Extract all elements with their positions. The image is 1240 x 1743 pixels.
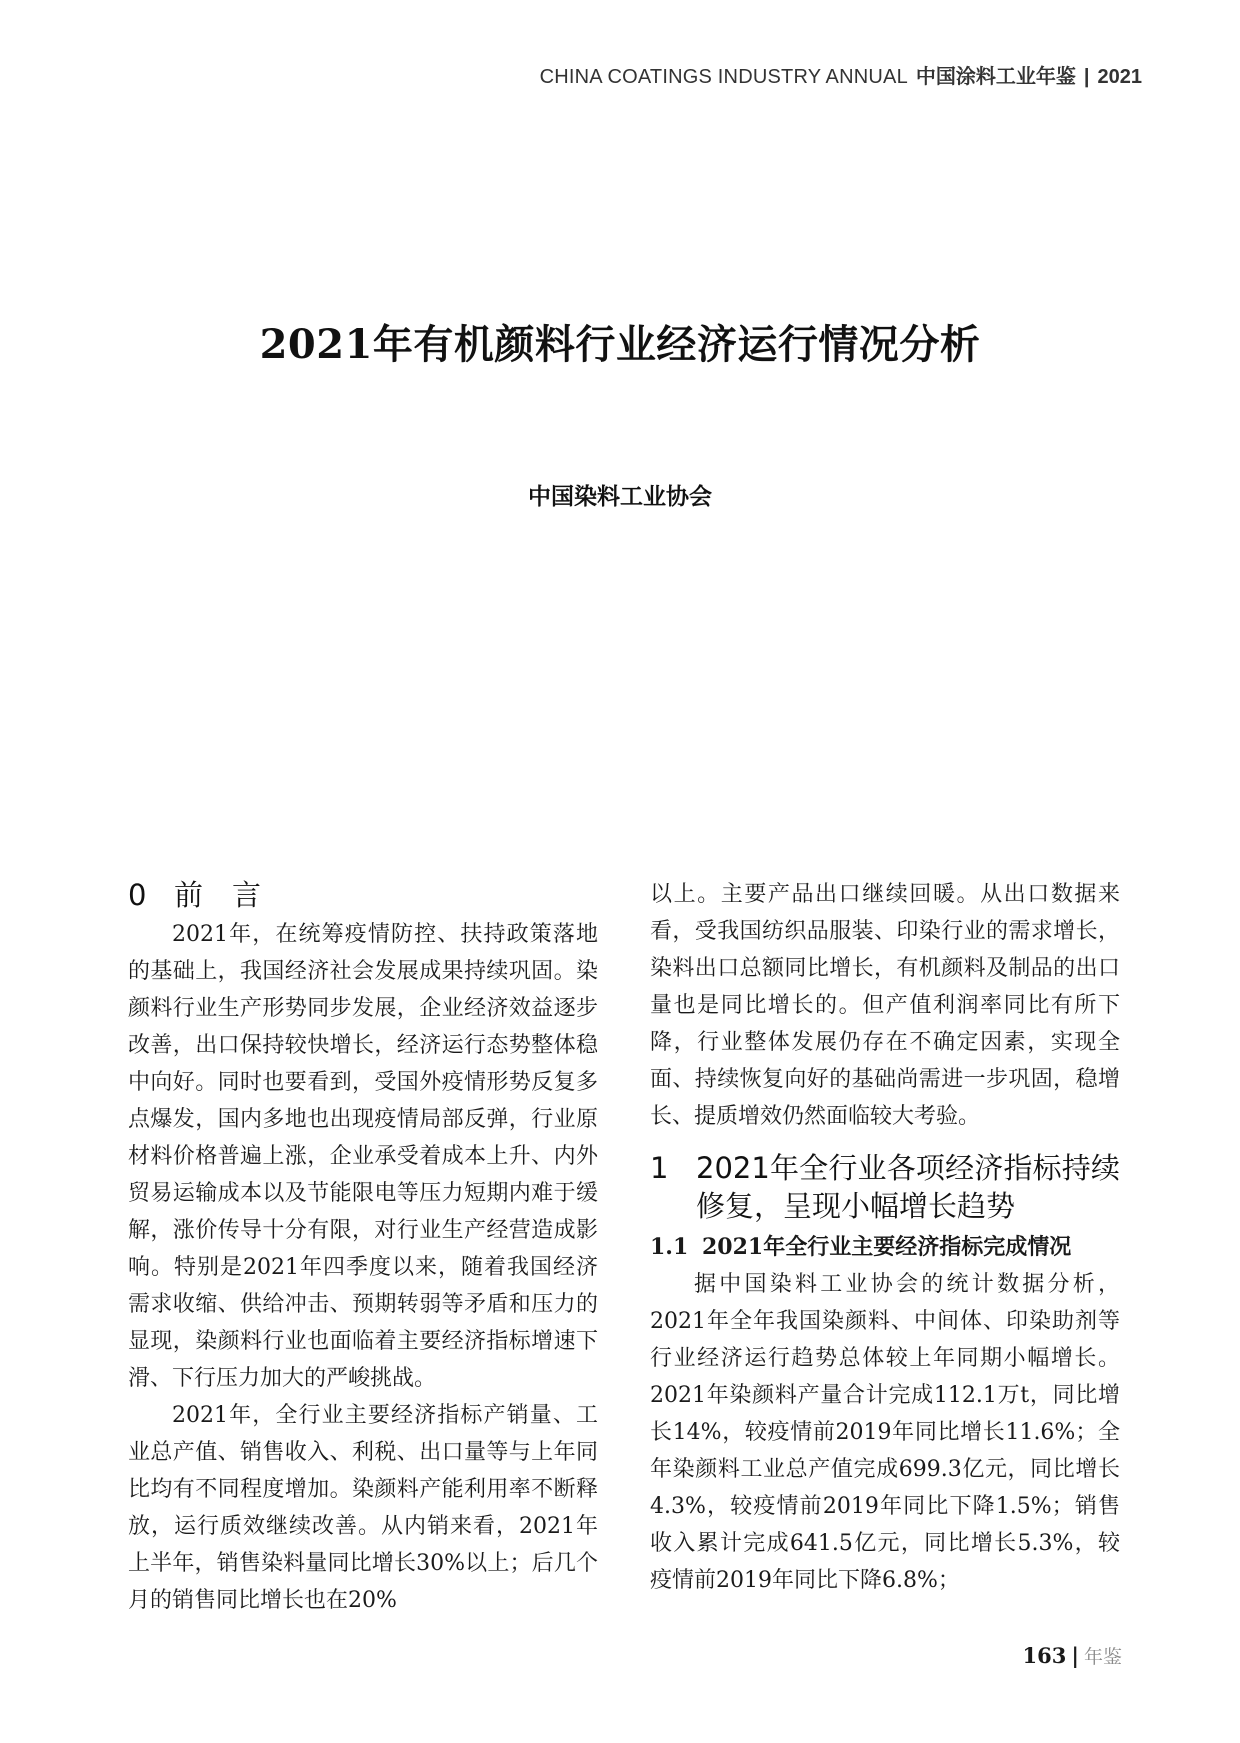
header-chinese-title: 中国涂料工业年鉴 [915,66,1076,88]
paragraph-intro-2: 2021年，全行业主要经济指标产销量、工业总产值、销售收入、利税、出口量等与上年同比均有不同程度增加。染颜料产能利用率不断释放，运行质效继续改善。从内销来看，2021年上半年，销售染料量同比增长30%以上；后几个月的销售同比增长也在20% [128,1403,598,1613]
article-author: 中国染料工业协会 [528,484,712,510]
header-english-title: CHINA COATINGS INDUSTRY ANNUAL [539,66,908,88]
page-footer [1023,1642,1123,1669]
paragraph-continued: 以上。主要产品出口继续回暖。从出口数据来看，受我国纺织品服装、印染行业的需求增长，染料出口总额同比增长，有机颜料及制品的出口量也是同比增长的。但产值利润率同比有所下降，行业整体发展仍存在不确定因素，实现全面、持续恢复向好的基础尚需进一步巩固，稳增长、提质增效仍然面临较大考验。 [650,882,1120,1129]
subsection-title: 2021年全行业主要经济指标完成情况 [702,1234,1072,1260]
paragraph-statistics: 据中国染料工业协会的统计数据分析，2021年全年我国染颜料、中间体、印染助剂等行业经济运行趋势总体较上年同期小幅增长。2021年染颜料产量合计完成112.1万t，同比增长14%，较疫情前2019年同比增长11.6%；全年染颜料工业总产值完成699.3亿元，同比增长4.3%，较疫情前2019年同比下降1.5%；销售收入累计完成641.5亿元，同比增长5.3%，较疫情前2019年同比下降6.8%； [650,1272,1120,1593]
article-title: 2021年有机颜料行业经济运行情况分析 [259,321,981,368]
right-column [650,876,1120,1599]
page-number: 163 [1022,1643,1067,1668]
footer-label: 年鉴 [1083,1646,1122,1668]
subsection-heading-1-1 [650,1229,1120,1266]
section-heading-0 [128,876,598,914]
footer-separator: | [1071,1643,1079,1668]
header-separator: | [1083,66,1090,88]
paragraph-intro-1: 2021年，在统筹疫情防控、扶持政策落地的基础上，我国经济社会发展成果持续巩固。染颜料行业生产形势同步发展，企业经济效益逐步改善，出口保持较快增长，经济运行态势整体稳中向好。同时也要看到，受国外疫情形势反复多点爆发，国内多地也出现疫情局部反弹，行业原材料价格普遍上涨，企业承受着成本上升、内外贸易运输成本以及节能限电等压力短期内难于缓解，涨价传导十分有限，对行业生产经营造成影响。特别是2021年四季度以来，随着我国经济需求收缩、供给冲击、预期转弱等矛盾和压力的显现，染颜料行业也面临着主要经济指标增速下滑、下行压力加大的严峻挑战。 [128,922,598,1391]
section-title: 前 言 [174,878,262,912]
left-column [128,876,598,1619]
section-title: 2021年全行业各项经济指标持续修复，呈现小幅增长趋势 [696,1151,1120,1223]
section-number: 0 [128,878,147,912]
section-heading-1 [650,1149,1120,1225]
subsection-number: 1.1 [650,1234,689,1260]
running-header [540,60,1142,89]
section-number: 1 [650,1151,669,1185]
header-year: 2021 [1097,66,1142,88]
